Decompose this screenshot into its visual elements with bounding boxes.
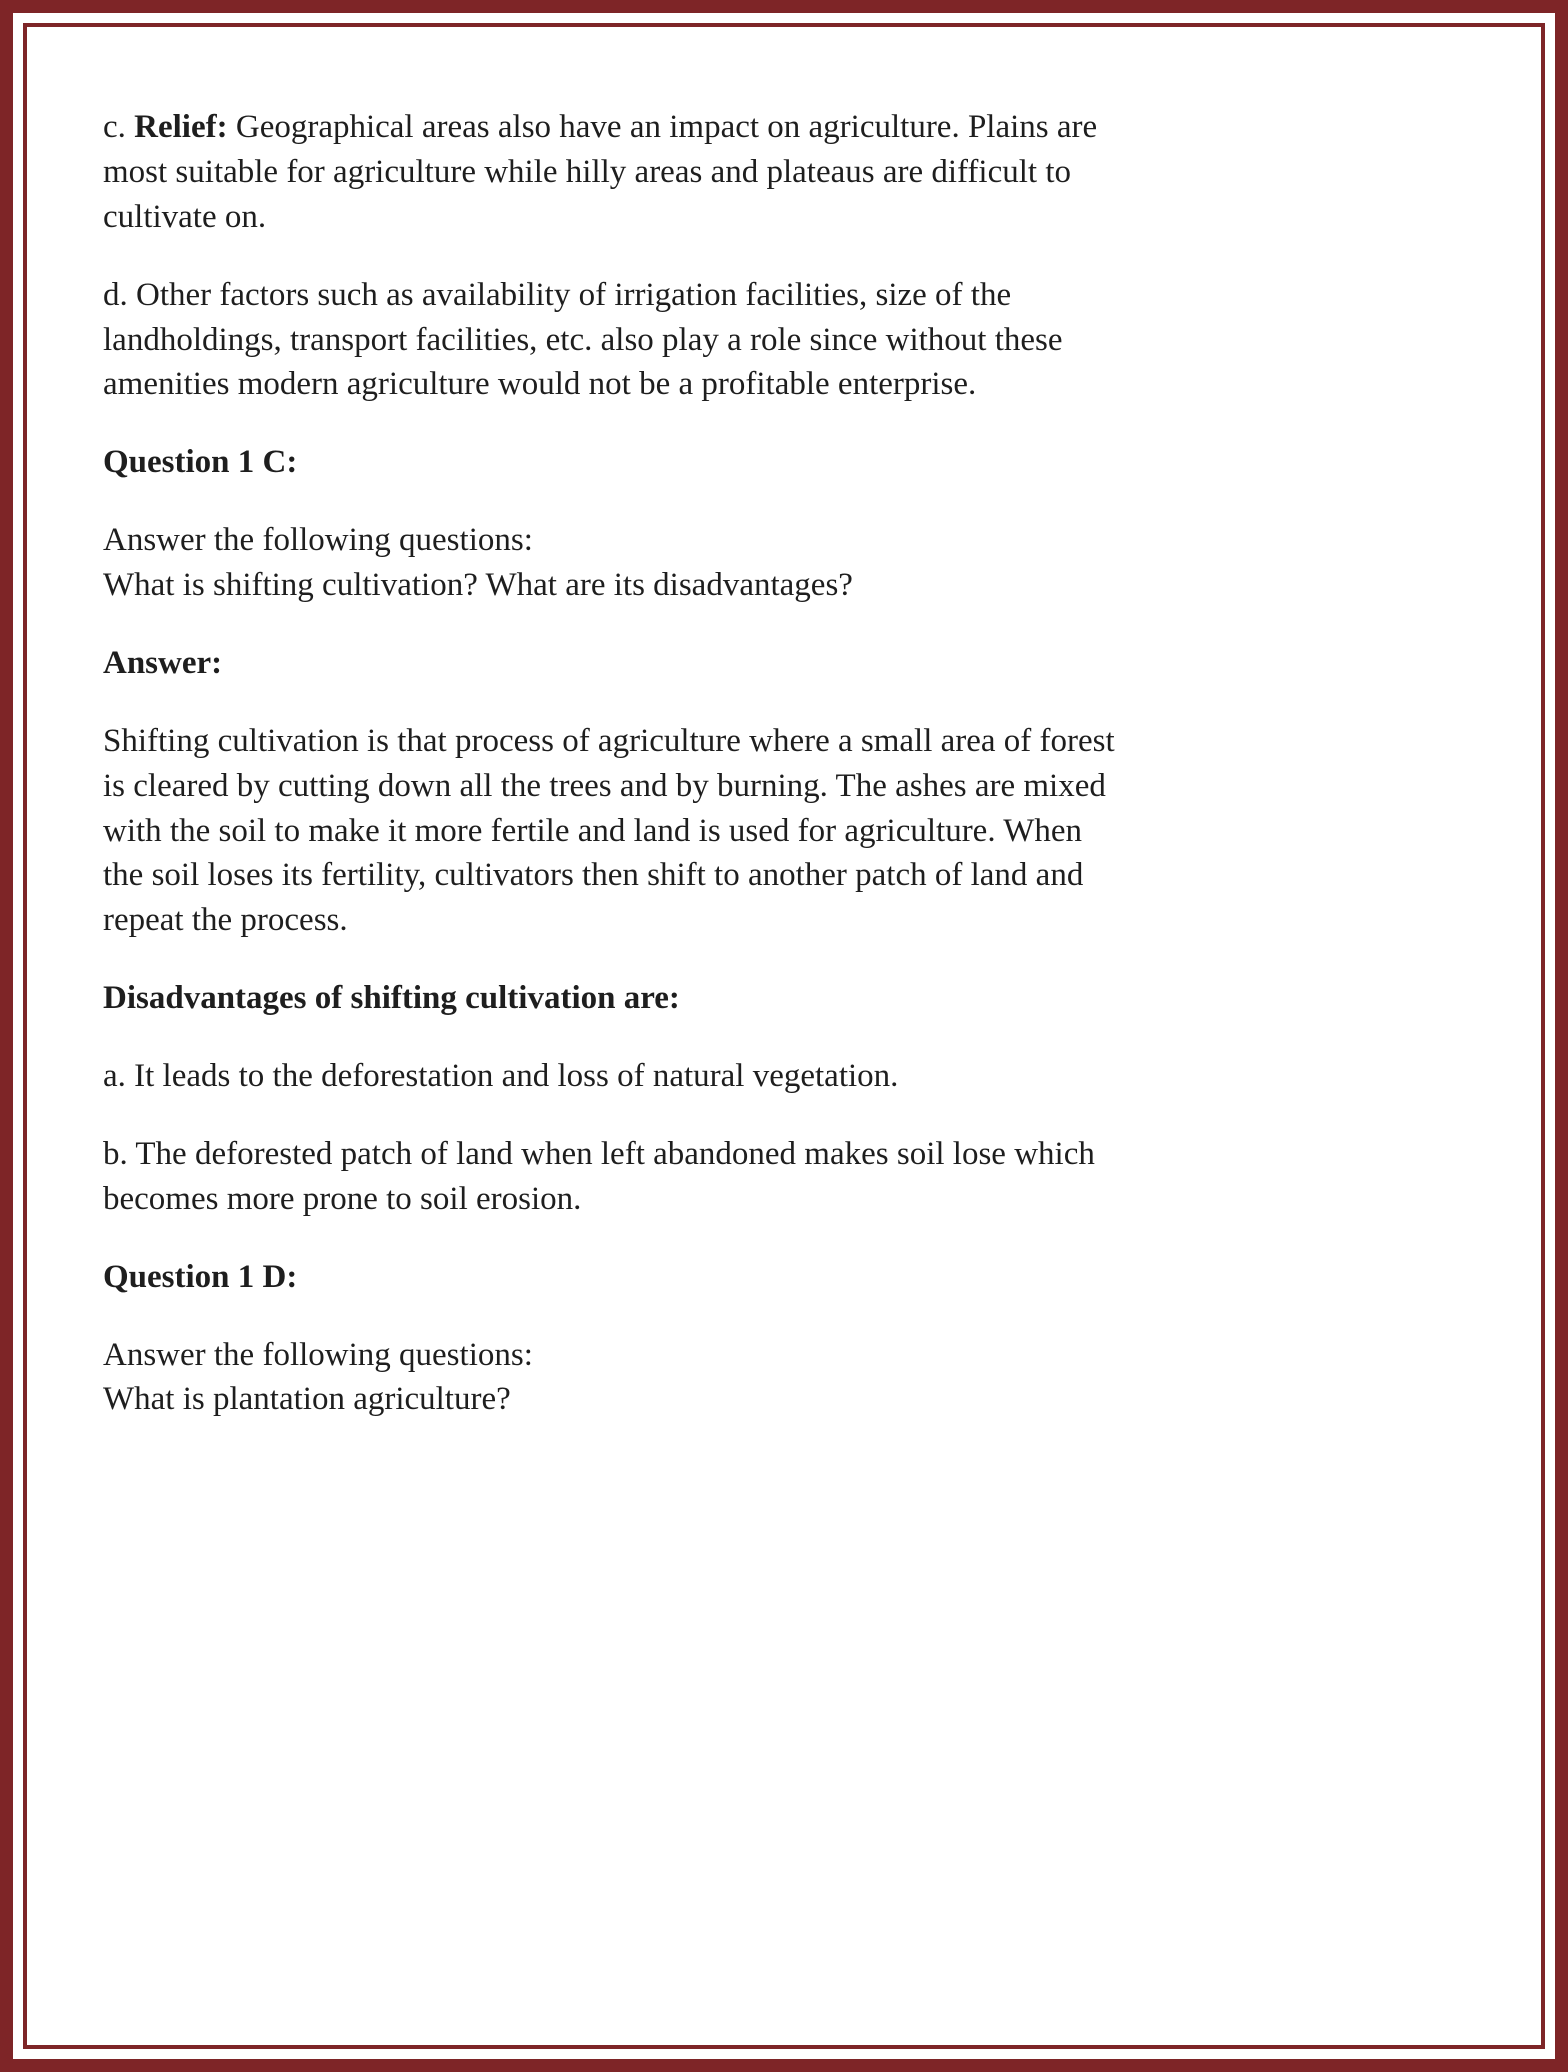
document-content [27, 27, 1117, 1422]
paragraph-relief-lead: Relief: [134, 109, 228, 145]
question-1d-line2: What is plantation agriculture? [103, 1381, 511, 1418]
disadvantage-item-a: a. It leads to the deforestation and loss of natural vegetation. [103, 1058, 899, 1094]
question-1d-text [103, 1333, 1117, 1423]
paragraph-other-factors: d. Other factors such as availability of irrigation facilities, size of the landholdings, transport facilities, etc. also play a role since without these amenities modern agriculture would not be a profitable enterprise. [103, 276, 1063, 403]
question-1c-text [103, 518, 1117, 608]
disadvantage-item-b: b. The deforested patch of land when left abandoned makes soil lose which becomes more prone to soil erosion. [103, 1135, 1095, 1217]
question-1c-line2: What is shifting cultivation? What are its disadvantages? [103, 567, 853, 603]
answer-label: Answer: [103, 644, 223, 681]
paragraph-relief [103, 105, 1117, 240]
question-1c-heading: Question 1 C: [103, 444, 298, 481]
question-1d-line1: Answer the following questions: [103, 1336, 533, 1373]
question-1c-line1: Answer the following questions: [103, 522, 533, 559]
answer-paragraph: Shifting cultivation is that process of agriculture where a small area of forest is cleared by cutting down all the trees and by burning. The ashes are mixed with the soil to make it more fertile and land is used for agriculture. When the soil loses its fertility, cultivators then shift to another patch of land and repeat the process. [103, 722, 1115, 939]
disadvantages-heading: Disadvantages of shifting cultivation are: [103, 980, 680, 1017]
paragraph-relief-body: Geographical areas also have an impact on agriculture. Plains are most suitable for agriculture while hilly areas and plateaus are difficult to cultivate on. [103, 109, 1098, 235]
question-1d-heading: Question 1 D: [103, 1258, 298, 1295]
inner-border-frame [23, 23, 1545, 2049]
paragraph-relief-prefix: c. [103, 109, 135, 145]
